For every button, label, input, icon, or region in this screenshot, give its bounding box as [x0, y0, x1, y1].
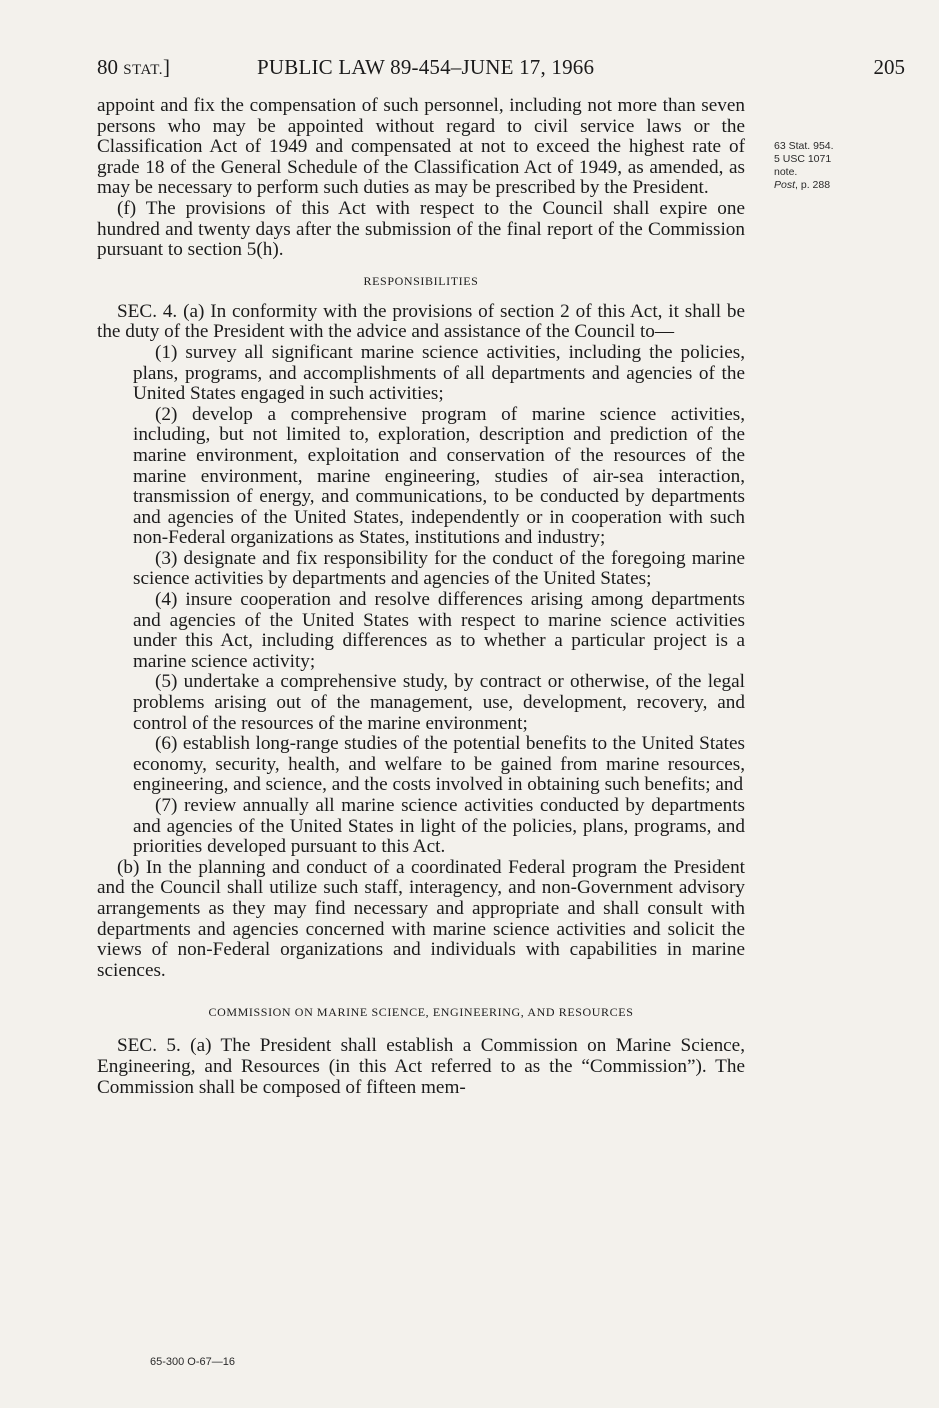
heading-commission: COMMISSION ON MARINE SCIENCE, ENGINEERING, AND RESOURCES [208, 1005, 634, 1020]
margin-note-post-ref: , p. 288 [795, 179, 831, 191]
list-item-7: (7) review annually all marine science activities conducted by departments and agencies of the United States in light of the policies, plans, programs, and priorities developed pursuant to this Act. [133, 795, 745, 858]
list-item-3: (3) designate and fix responsibility for the conduct of the foregoing marine science activities by departments and agencies of the United States; [133, 547, 745, 590]
list-item-1: (1) survey all significant marine science activities, including the policies, plans, programs, and accomplishments of all departments and agencies of the United States engaged in such activities; [133, 341, 745, 405]
section-4-a: SEC. 4. (a) In conformity with the provisions of section 2 of this Act, it shall be the duty of the President with the advice and assistance of the Council to— [97, 300, 745, 343]
header-title: PUBLIC LAW 89-454–JUNE 17, 1966 [257, 55, 595, 79]
section-4-b: (b) In the planning and conduct of a coordinated Federal program the President and the Council shall utilize such staff, interagency, and non-Government advisory arrangements as they may find necessary and appropriate and shall consult with departments and agencies concerned with marine science activities and solicit the views of non-Federal organizations and individuals with capabilities in marine sciences. [97, 856, 745, 981]
header-volume: 80 [97, 55, 118, 79]
paragraph-continuation: appoint and fix the compensation of such personnel, including not more than seven persons who may be appointed without regard to civil service laws or the Classification Act of 1949 and compensated at not to exceed the highest rate of grade 18 of the General Schedule of the Classification Act of 1949, as amended, as may be necessary to perform such duties as may be prescribed by the President. [97, 95, 745, 199]
section-5-a: SEC. 5. (a) The President shall establish a Commission on Marine Science, Engineering, and Resources (in this Act referred to as the “Commission”). The Commission shall be composed of fifteen mem- [97, 1035, 745, 1098]
margin-note-usc: 5 USC 1071 [774, 153, 832, 165]
margin-note-stat: 63 Stat. 954. [774, 140, 834, 152]
paragraph-f: (f) The provisions of this Act with respect to the Council shall expire one hundred and twenty days after the submission of the final report of the Commission pursuant to section 5(h). [97, 197, 745, 261]
header-stat-label: STAT. [123, 62, 164, 78]
page-number: 205 [873, 55, 905, 79]
list-item-5: (5) undertake a comprehensive study, by contract or otherwise, of the legal problems arising out of the management, use, development, recovery, and control of the resources of the marine environment; [133, 671, 745, 734]
list-item-2: (2) develop a comprehensive program of marine science activities, including, but not limited to, exploration, description and prediction of the marine environment, exploitation and conservation of the resources of the marine environment, marine engineering, studies of air-sea interaction, transmission of energy, and communications, to be conducted by departments and agencies of the United States, independently or in cooperation with such non-Federal organizations as States, institutions and industry; [133, 403, 745, 549]
page-header [97, 55, 905, 83]
printer-code: 65-300 O-67—16 [150, 1356, 235, 1368]
list-item-6: (6) establish long-range studies of the potential benefits to the United States economy, security, health, and welfare to be gained from marine resources, engineering, and science, and the costs involved in obtaining such benefits; and [133, 733, 745, 796]
margin-note-post [774, 179, 884, 192]
header-citation [97, 55, 170, 80]
margin-note-note: note. [774, 166, 798, 178]
margin-notes [774, 140, 884, 192]
heading-responsibilities: RESPONSIBILITIES [363, 273, 479, 288]
margin-note-post-label: Post [774, 179, 796, 191]
header-bracket: ] [163, 55, 171, 79]
body-text [97, 96, 745, 1098]
list-item-4: (4) insure cooperation and resolve differences arising among departments and agencies of the United States with respect to marine science activities under this Act, including differences as to whether a particular project is a marine science activity; [133, 589, 745, 672]
